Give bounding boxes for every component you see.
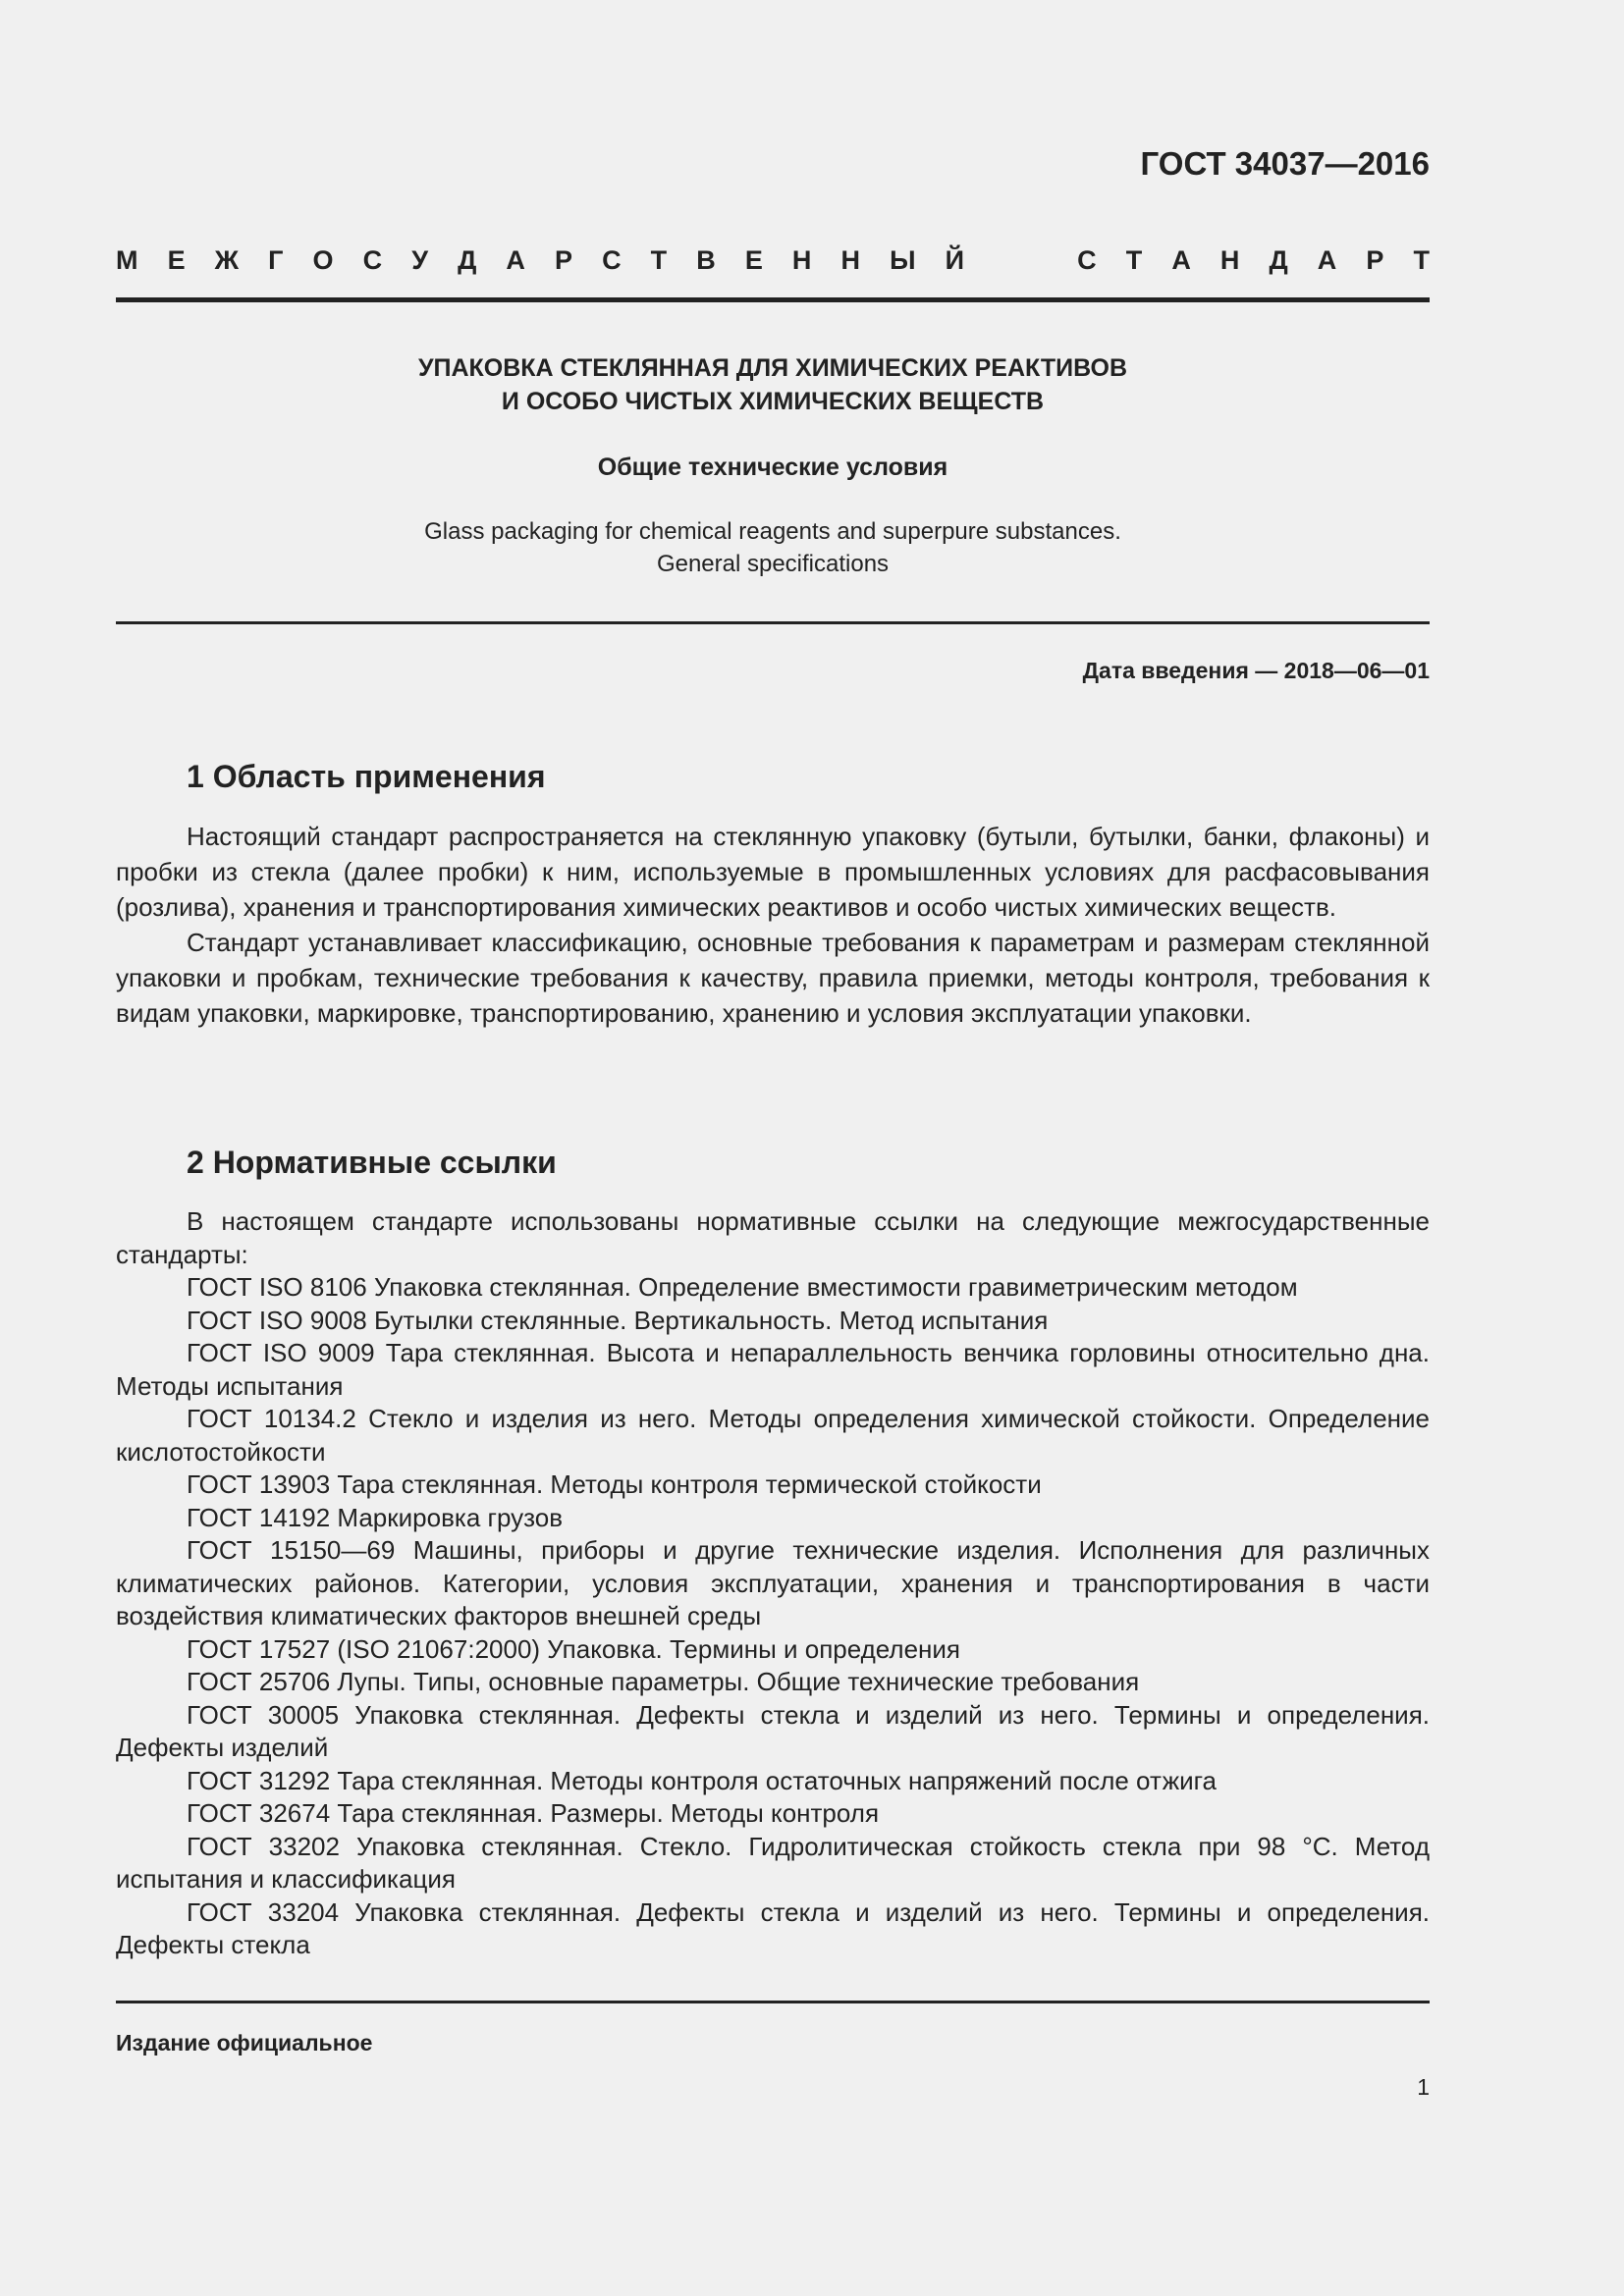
reference-item: ГОСТ 17527 (ISO 21067:2000) Упаковка. Термины и определения [187, 1633, 960, 1664]
reference-item: ГОСТ 32674 Тара стеклянная. Размеры. Методы контроля [187, 1798, 880, 1828]
banner-letter: М [116, 245, 138, 275]
reference-item: ГОСТ 25706 Лупы. Типы, основные параметры. Общие технические требования [187, 1667, 1140, 1696]
reference-item: ГОСТ 33204 Упаковка стеклянная. Дефекты стекла и изделий из него. Термины и определения. Дефекты стекла [116, 1896, 1430, 1959]
reference-item: ГОСТ 15150—69 Машины, приборы и другие технические изделия. Исполнения для различных климатических районов. Категории, условия эксплуатации, хранения и транспортирования в части воздействия климатических факторов внешней среды [116, 1535, 1430, 1630]
banner-letter: А [506, 245, 525, 275]
banner-word-gap [994, 245, 1048, 276]
english-title [116, 515, 1430, 580]
banner-letter: Т [650, 245, 668, 275]
section-heading-scope: 1 Область применения [187, 759, 546, 794]
paragraph: Стандарт устанавливает классификацию, основные требования к параметрам и размерам стеклянной упаковки и пробкам, технические требования к качеству, правила приемки, методы контроля, требования к видам упаковки, маркировке, транспортированию, хранению и условия эксплуатации упаковки. [116, 928, 1430, 1028]
banner-letter: Д [458, 245, 477, 275]
banner-letter: С [602, 245, 622, 275]
banner-letter: Д [1269, 245, 1288, 275]
reference-item: ГОСТ ISO 9009 Тара стеклянная. Высота и непараллельность венчика горловины относительно дна. Методы испытания [116, 1338, 1430, 1401]
banner-letter: Ж [214, 245, 240, 275]
footer-rule [116, 2001, 1430, 2003]
section-scope-body [116, 819, 1430, 1031]
document-title [116, 351, 1430, 418]
banner-letter: Ы [890, 245, 916, 275]
banner-letter: Е [744, 245, 763, 275]
banner-letter: Р [555, 245, 573, 275]
document-subtitle: Общие технические условия [597, 454, 948, 481]
paragraph: Настоящий стандарт распространяется на стеклянную упаковку (бутыли, бутылки, банки, флаконы) и пробки из стекла (далее пробки) к ним, используемые в промышленных условиях для расфасовывания (розлива), хранения и транспортирования химических реактивов и особо чистых химических веществ. [116, 822, 1430, 922]
title-rule [116, 621, 1430, 624]
banner-letter: Й [945, 245, 964, 275]
introduction-date: Дата введения — 2018—06—01 [1082, 658, 1430, 683]
banner-letter: С [1077, 245, 1097, 275]
reference-item: ГОСТ 30005 Упаковка стеклянная. Дефекты стекла и изделий из него. Термины и определения. Дефекты изделий [116, 1699, 1430, 1762]
reference-item: ГОСТ 14192 Маркировка грузов [187, 1502, 564, 1532]
banner-letter: А [1317, 245, 1337, 275]
banner-letter: Н [840, 245, 860, 275]
banner-letter: Р [1366, 245, 1384, 275]
banner-letter: В [696, 245, 716, 275]
banner-letter: Е [167, 245, 186, 275]
reference-item: ГОСТ 10134.2 Стекло и изделия из него. Методы определения химической стойкости. Определение кислотостойкости [116, 1404, 1430, 1467]
header-rule [116, 297, 1430, 302]
references-list [116, 1205, 1430, 1962]
section-heading-references: 2 Нормативные ссылки [187, 1145, 557, 1180]
banner-letter: Т [1125, 245, 1143, 275]
document-number: ГОСТ 34037—2016 [1140, 145, 1430, 182]
banner-letter: С [362, 245, 383, 275]
reference-item: ГОСТ 31292 Тара стеклянная. Методы контроля остаточных напряжений после отжига [187, 1765, 1218, 1795]
banner-letter: Т [1413, 245, 1430, 275]
references-intro: В настоящем стандарте использованы нормативные ссылки на следующие межгосударственные стандарты: [116, 1206, 1430, 1269]
banner-letter: Н [791, 245, 812, 275]
english-title-line-2: General specifications [656, 551, 890, 577]
reference-item: ГОСТ ISO 9008 Бутылки стеклянные. Вертикальность. Метод испытания [187, 1305, 1049, 1335]
banner-letter: О [312, 245, 334, 275]
banner-letter: Н [1219, 245, 1240, 275]
interstate-standard-banner [116, 245, 1430, 276]
title-line-1: УПАКОВКА СТЕКЛЯННАЯ ДЛЯ ХИМИЧЕСКИХ РЕАКТИВОВ [417, 354, 1128, 382]
document-page [116, 0, 1430, 2296]
english-title-line-1: Glass packaging for chemical reagents and superpure substances. [424, 518, 1121, 545]
reference-item: ГОСТ 13903 Тара стеклянная. Методы контроля термической стойкости [187, 1469, 1042, 1499]
banner-letter: У [411, 245, 429, 275]
title-line-2: И ОСОБО ЧИСТЫХ ХИМИЧЕСКИХ ВЕЩЕСТВ [501, 388, 1045, 415]
reference-item: ГОСТ 33202 Упаковка стеклянная. Стекло. Гидролитическая стойкость стекла при 98 °С. Метод испытания и классификация [116, 1831, 1430, 1894]
banner-letter: Г [268, 245, 284, 275]
banner-letter: А [1171, 245, 1191, 275]
page-number: 1 [1417, 2074, 1430, 2100]
official-edition-label: Издание официальное [116, 2030, 373, 2056]
reference-item: ГОСТ ISO 8106 Упаковка стеклянная. Определение вместимости гравиметрическим методом [187, 1272, 1298, 1302]
